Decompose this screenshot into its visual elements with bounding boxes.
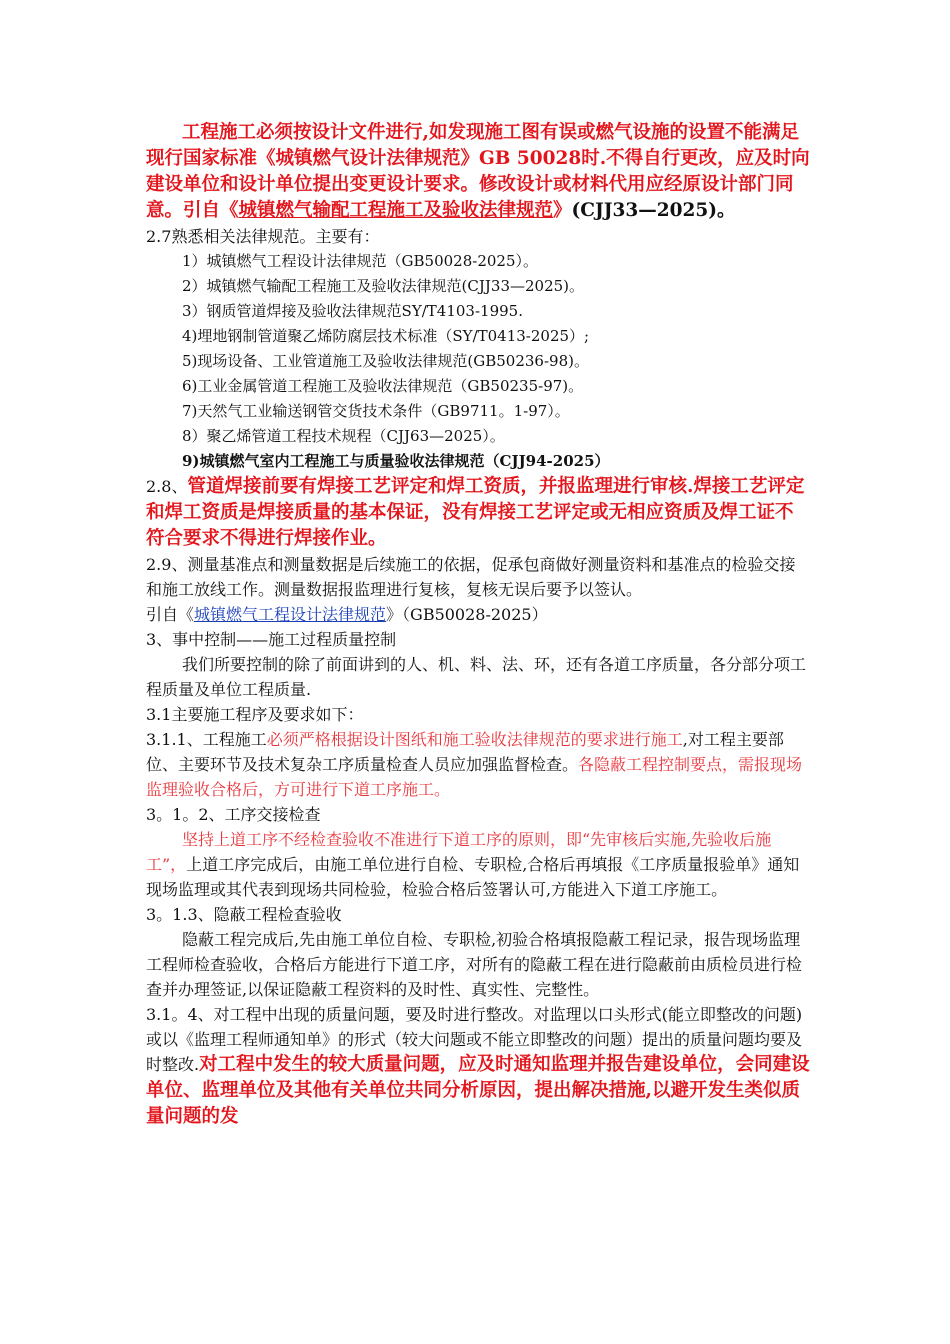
intro-standard-title: 城镇燃气输配工程施工及验收法律规范 bbox=[238, 200, 554, 221]
section-3-1-3-heading: 3。1.3、隐蔽工程检查验收 bbox=[146, 905, 342, 924]
section-3-heading: 3、事中控制——施工过程质量控制 bbox=[146, 630, 397, 649]
section-3-1-4-emphasis: 对工程中发生的较大质量问题，应及时通知监理并报告建设单位，会同建设单位、监理单位及其他有关单位共同分析原因，提出解决措施,以避开发生类似质量问题的发 bbox=[146, 1054, 810, 1127]
section-3-1-2-heading: 3。1。2、工序交接检查 bbox=[146, 805, 321, 824]
section-3-1-1-lead: 3.1.1、工程施工 bbox=[146, 730, 267, 749]
standard-item: 1）城镇燃气工程设计法律规范（GB50028-2025）。 bbox=[182, 252, 539, 270]
section-2-7-heading: 2.7熟悉相关法律规范。主要有： bbox=[146, 227, 380, 246]
section-3-1-4-text: 3.1。4、对工程中出现的质量问题，要及时进行整改。对监理以口头形式(能立即整改的问题)或以《监理工程师通知单》的形式（较大问题或不能立即整改的问题）提出的质量问题均要及时整改. bbox=[146, 1005, 803, 1074]
document-body bbox=[146, 120, 810, 1130]
citation-suffix: 》（GB50028-2025） bbox=[386, 605, 548, 624]
standard-item: 6)工业金属管道工程施工及验收法律规范（GB50235-97)。 bbox=[182, 377, 584, 395]
section-3-1-1-emphasis-2: 各隐蔽工程控制要点，需报现场监理验收合格后，方可进行下道工序施工。 bbox=[146, 755, 803, 799]
section-3-1-2-text: 上道工序完成后，由施工单位进行自检、专职检,合格后再填报《工序质量报验单》通知现场监理或其代表到现场共同检验，检验合格后签署认可,方能进入下道工序施工。 bbox=[146, 855, 800, 899]
section-3-1-1 bbox=[146, 727, 810, 802]
section-3-1-3-paragraph: 隐蔽工程完成后,先由施工单位自检、专职检,初验合格填报隐蔽工程记录，报告现场监理工程师检查验收，合格后方能进行下道工序，对所有的隐蔽工程在进行隐蔽前由质检员进行检查并办理签证,以保证隐蔽工程资料的及时性、真实性、完整性。 bbox=[146, 930, 803, 999]
citation-link[interactable]: 城镇燃气工程设计法律规范 bbox=[194, 605, 387, 624]
section-2-8-text: 管道焊接前要有焊接工艺评定和焊工资质，并报监理进行审核.焊接工艺评定和焊工资质是焊接质量的基本保证，没有焊接工艺评定或无相应资质及焊工证不符合要求不得进行焊接作业。 bbox=[146, 476, 805, 549]
standard-item: 5)现场设备、工业管道施工及验收法律规范(GB50236-98)。 bbox=[182, 352, 589, 370]
citation-prefix: 引自《 bbox=[146, 605, 195, 624]
standard-item: 2）城镇燃气输配工程施工及验收法律规范(CJJ33—2025)。 bbox=[182, 277, 585, 295]
section-3-1-2-emphasis: 坚持上道工序不经检查验收不准进行下道工序的原则，即“先审核后实施,先验收后施工”， bbox=[146, 830, 772, 874]
standard-item: 9)城镇燃气室内工程施工与质量验收法律规范（CJJ94-2025） bbox=[182, 452, 610, 470]
intro-standard-code: (CJJ33—2025)。 bbox=[571, 200, 736, 221]
intro-text: 工程施工必须按设计文件进行,如发现施工图有误或燃气设施的设置不能满足现行国家标准《城镇燃气设计法律规范》GB 50028时.不得自行更改，应及时向建设单位和设计单位提出变更设计要求。修改设计或材料代用应经原设计部门同意。引自《 bbox=[146, 122, 810, 221]
standard-item: 3）钢质管道焊接及验收法律规范SY/T4103-1995. bbox=[182, 302, 523, 320]
section-3-1-1-emphasis: 必须严格根据设计图纸和施工验收法律规范的要求进行施工 bbox=[266, 730, 683, 749]
standard-item: 7)天然气工业输送钢管交货技术条件（GB9711。1-97）。 bbox=[182, 402, 570, 420]
section-2-8-number: 2.8、 bbox=[146, 477, 188, 496]
citation bbox=[146, 602, 810, 627]
section-3-paragraph: 我们所要控制的除了前面讲到的人、机、料、法、环，还有各道工序质量，各分部分项工程质量及单位工程质量. bbox=[146, 655, 807, 699]
section-2-9: 2.9、测量基准点和测量数据是后续施工的依据，促承包商做好测量资料和基准点的检验交接和施工放线工作。测量数据报监理进行复核，复核无误后要予以签认。 bbox=[146, 555, 796, 599]
intro-paragraph bbox=[146, 120, 810, 224]
standard-item: 8）聚乙烯管道工程技术规程（CJJ63—2025）。 bbox=[182, 427, 505, 445]
section-3-1-heading: 3.1主要施工程序及要求如下： bbox=[146, 705, 364, 724]
intro-close-bracket: 》 bbox=[553, 200, 572, 221]
standard-item: 4)埋地钢制管道聚乙烯防腐层技术标准（SY/T0413-2025）; bbox=[182, 327, 590, 345]
section-3-1-1-text: ,对工程主要部位、主要环节及技术复杂工序质量检查人员应加强监督检查。 bbox=[146, 730, 784, 774]
section-3-1-4 bbox=[146, 1002, 810, 1130]
section-3-1-2-paragraph bbox=[146, 827, 810, 902]
section-2-8 bbox=[146, 474, 810, 552]
